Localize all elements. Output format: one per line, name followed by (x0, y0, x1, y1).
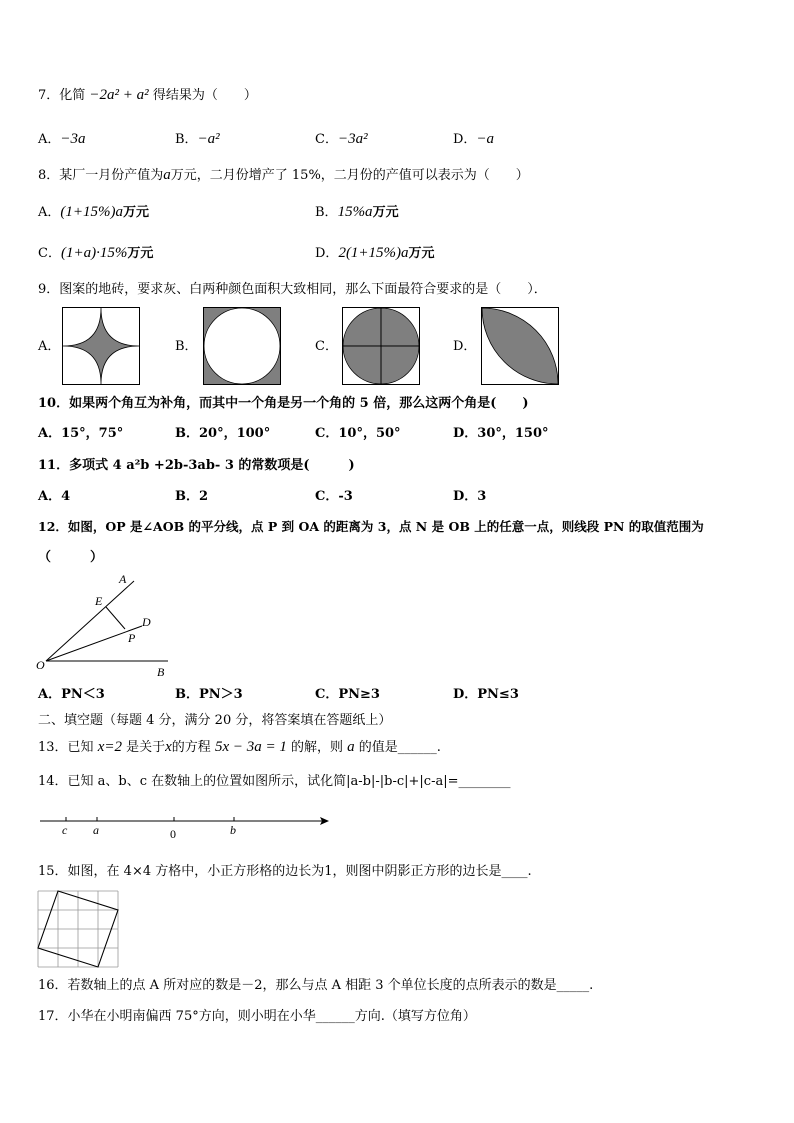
label-B: B (157, 665, 165, 679)
q10-option-a[interactable]: A．15°，75° (38, 426, 124, 441)
q7-expression: −2a² + a² (89, 87, 149, 103)
q12-option-d[interactable]: D．PN≤3 (453, 687, 519, 702)
label-E: E (95, 594, 103, 608)
tile-c-figure[interactable] (342, 307, 420, 385)
q8-option-d[interactable]: D．2(1+15%)a万元 (315, 245, 435, 261)
axis-label-a: a (93, 823, 99, 837)
label-P: P (128, 631, 136, 645)
q7-option-c[interactable]: C．−3a² (315, 131, 368, 147)
q7-option-a[interactable]: A．−3a (38, 131, 86, 147)
q12-option-b[interactable]: B．PN＞3 (175, 687, 243, 702)
q7-prefix: 7．化简 (38, 88, 86, 103)
question-11: 11．多项式 4 a²b +2b-3ab- 3 的常数项是( ) (38, 458, 355, 473)
q10-option-c[interactable]: C．10°，50° (315, 426, 401, 441)
q9-option-a[interactable]: A． (38, 339, 61, 354)
question-13: 13．已知 x=2 是关于x的方程 5x − 3a = 1 的解，则 a 的值是______. (38, 739, 441, 755)
q12-option-a[interactable]: A．PN＜3 (38, 687, 105, 702)
question-16: 16．若数轴上的点 A 所对应的数是－2，那么与点 A 相距 3 个单位长度的点所表示的数是_____. (38, 978, 594, 993)
axis-label-0: 0 (170, 827, 176, 841)
q9-option-c[interactable]: C． (315, 339, 338, 354)
q8-suffix: 万元，二月份增产了 15%，二月份的产值可以表示为（ ） (170, 168, 529, 183)
axis-label-c: c (62, 823, 68, 837)
question-10: 10．如果两个角互为补角，而其中一个角是另一个角的 5 倍，那么这两个角是( ) (38, 396, 529, 411)
q11-option-d[interactable]: D．3 (453, 489, 487, 504)
label-D: D (142, 615, 151, 629)
q7-option-d[interactable]: D．−a (453, 131, 495, 147)
tile-a-figure[interactable] (62, 307, 140, 385)
q8-option-c[interactable]: C．(1+a)·15%万元 (38, 245, 154, 261)
q7-suffix: 得结果为（ ） (152, 88, 257, 103)
q9-option-d[interactable]: D． (453, 339, 477, 354)
axis-label-b: b (230, 823, 236, 837)
question-9: 9．图案的地砖，要求灰、白两种颜色面积大致相同，那么下面最符合要求的是（ ）． (38, 282, 547, 297)
q8-prefix: 8．某厂一月份产值为 (38, 168, 164, 183)
question-12: 12．如图，OP 是∠AOB 的平分线，点 P 到 OA 的距离为 3，点 N 是 OB 上的任意一点，则线段 PN 的取值范围为 (38, 519, 704, 534)
question-17: 17．小华在小明南偏西 75°方向，则小明在小华______方向.（填写方位角） (38, 1009, 476, 1024)
question-15: 15．如图，在 4×4 方格中，小正方形格的边长为1，则图中阴影正方形的边长是____. (38, 864, 532, 879)
tile-b-figure[interactable] (203, 307, 281, 385)
q7-option-b[interactable]: B．−a² (175, 131, 220, 147)
q8-option-a[interactable]: A．(1+15%)a万元 (38, 204, 150, 220)
label-O: O (36, 658, 45, 672)
tile-d-figure[interactable] (481, 307, 559, 385)
section-2-title: 二、填空题（每题 4 分，满分 20 分，将答案填在答题纸上） (38, 713, 392, 728)
q13-equation: 5x − 3a = 1 (214, 739, 287, 755)
q11-option-b[interactable]: B．2 (175, 489, 209, 504)
q10-option-d[interactable]: D．30°，150° (453, 426, 549, 441)
q15-grid-figure (37, 890, 119, 968)
q11-option-a[interactable]: A．4 (38, 489, 71, 504)
q8-var: a (163, 167, 171, 183)
q14-number-line (38, 810, 338, 842)
question-7 (38, 86, 257, 105)
q12-option-c[interactable]: C．PN≥3 (315, 687, 380, 702)
q11-option-c[interactable]: C．-3 (315, 489, 353, 504)
q12-paren: （ ） (38, 550, 104, 565)
question-14: 14．已知 a、b、c 在数轴上的位置如图所示，试化简|a-b|-|b-c|+|c-a|=________ (38, 774, 511, 789)
q9-option-b[interactable]: B． (175, 339, 198, 354)
q13-cond: x=2 (97, 739, 122, 755)
q10-option-b[interactable]: B．20°，100° (175, 426, 271, 441)
question-8 (38, 166, 529, 185)
q8-option-b[interactable]: B．15%a万元 (315, 204, 399, 220)
q12-angle-figure (34, 568, 184, 680)
label-A: A (119, 572, 127, 586)
